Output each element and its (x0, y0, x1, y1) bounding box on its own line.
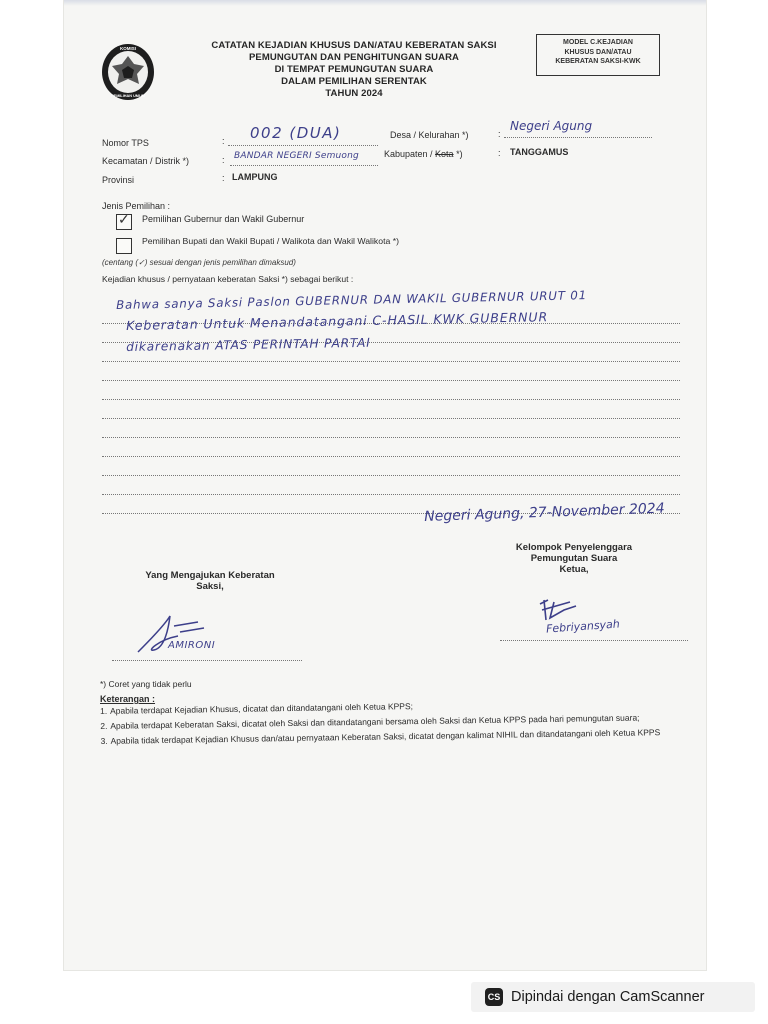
keterangan-label: Keterangan : (100, 694, 156, 704)
title-line: DI TEMPAT PEMUNGUTAN SUARA (274, 64, 434, 75)
model-line: KEBERATAN SAKSI-KWK (555, 58, 641, 65)
kecamatan-label: Kecamatan / Distrik *) (102, 156, 190, 166)
jenis-pemilihan-label: Jenis Pemilihan : (102, 201, 171, 211)
document-page (64, 0, 706, 970)
desa-dotted-line (504, 137, 652, 138)
logo-bottom-text: PEMILIHAN UMUM (111, 94, 145, 98)
option-gubernur-label: Pemilihan Gubernur dan Wakil Gubernur (142, 214, 305, 224)
kecamatan-dotted-line (230, 165, 378, 166)
place-date: Negeri Agung, 27-November 2024 (424, 500, 665, 525)
kecamatan-colon: : (222, 155, 225, 165)
model-line: MODEL C.KEJADIAN (563, 39, 633, 46)
checkmark-icon: ✓ (118, 211, 130, 227)
keterangan-item: 1. Apabila terdapat Kejadian Khusus, dicatat dan ditandatangani oleh Ketua KPPS; (100, 701, 414, 716)
desa-value: Negeri Agung (510, 119, 593, 133)
tps-value: 002 (DUA) (250, 124, 342, 142)
provinsi-label: Provinsi (102, 175, 135, 185)
statement-label: Kejadian khusus / pernyataan keberatan Saksi *) sebagai berikut : (102, 274, 354, 284)
kabupaten-label: Kabupaten / Kota *) (384, 149, 463, 159)
statement-line-1: Bahwa sanya Saksi Paslon GUBERNUR DAN WAKIL GUBERNUR URUT 01 (116, 288, 588, 312)
provinsi-colon: : (222, 173, 225, 183)
desa-colon: : (498, 129, 501, 139)
desa-label: Desa / Kelurahan *) (390, 130, 469, 140)
coret-note: *) Coret yang tidak perlu (100, 679, 192, 689)
kecamatan-value: BANDAR NEGERI Semuong (234, 151, 359, 161)
tps-dotted-line (228, 145, 378, 146)
model-code-box (536, 34, 660, 76)
document-title (174, 40, 534, 100)
camscanner-watermark (471, 982, 755, 1012)
keterangan-item: 3. Apabila tidak terdapat Kejadian Khusus dan/atau pernyataan Keberatan Saksi, dicatat dengan kalimat NIHIL dan ditandatangani oleh Ketua KPPS (100, 727, 661, 746)
tps-colon: : (222, 136, 225, 146)
saksi-signer-name: AMIRONI (168, 640, 216, 651)
title-line: TAHUN 2024 (325, 88, 383, 99)
keterangan-item: 2. Apabila terdapat Keberatan Saksi, dicatat oleh Saksi dan ditandatangani bersama oleh Saksi dan Ketua KPPS pada hari pemungutan suara; (100, 712, 640, 731)
tps-label: Nomor TPS (102, 138, 149, 148)
logo-top-text: KOMISI (119, 46, 137, 51)
checkbox-gubernur[interactable] (116, 211, 132, 230)
checkbox-bupati[interactable] (116, 238, 132, 254)
kpu-logo (100, 42, 156, 102)
kabupaten-value: TANGGAMUS (510, 147, 569, 157)
kpps-signature-line (500, 640, 688, 641)
saksi-signature-scribble (134, 612, 214, 658)
saksi-signature-title: Yang Mengajukan Keberatan Saksi, (145, 570, 275, 592)
centang-note: (centang (✓) sesuai dengan jenis pemilihan dimaksud) (102, 258, 296, 267)
title-line: CATATAN KEJADIAN KHUSUS DAN/ATAU KEBERATAN SAKSI (211, 40, 497, 51)
camscanner-icon: CS (485, 988, 503, 1006)
statement-line-3: dikarenakan ATAS PERINTAH PARTAI (126, 335, 371, 354)
kabupaten-colon: : (498, 148, 501, 158)
saksi-signature-line (112, 660, 302, 661)
provinsi-value: LAMPUNG (232, 172, 278, 182)
camscanner-text: Dipindai dengan CamScanner (511, 989, 705, 1005)
statement-line-2: Keberatan Untuk Menandatangani C-HASIL KWK GUBERNUR (126, 309, 549, 333)
kpps-signature-title: Kelompok Penyelenggara Pemungutan Suara Ketua, (515, 542, 633, 575)
model-line: KHUSUS DAN/ATAU (564, 48, 632, 56)
kpps-signer-name: Febriyansyah (545, 617, 621, 636)
option-bupati-label: Pemilihan Bupati dan Wakil Bupati / Walikota dan Wakil Walikota *) (142, 236, 400, 246)
keterangan-list (100, 697, 701, 747)
page-edge (64, 0, 706, 6)
title-line: PEMUNGUTAN DAN PENGHITUNGAN SUARA (248, 52, 459, 63)
title-line: DALAM PEMILIHAN SERENTAK (281, 76, 427, 87)
